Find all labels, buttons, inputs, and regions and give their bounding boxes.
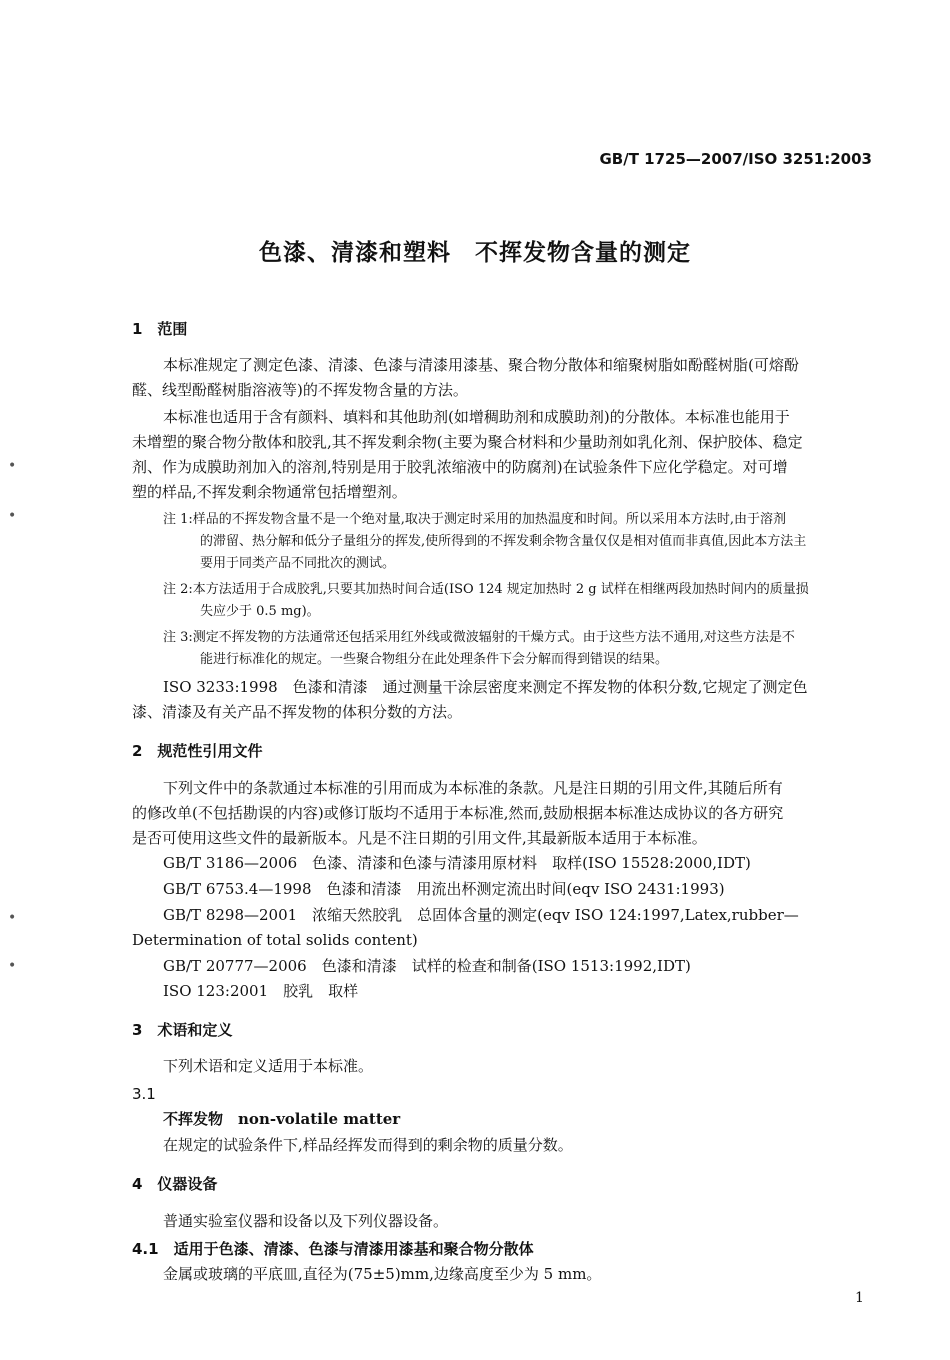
section-2-heading: 2 规范性引用文件: [132, 742, 263, 760]
section-4-heading: 4 仪器设备: [132, 1175, 218, 1193]
subsection-3-1-number: 3.1: [132, 1085, 156, 1103]
section-1-para-2-line-2: 未增塑的聚合物分散体和胶乳,其不挥发剩余物(主要为聚合材料和少量助剂如乳化剂、保护胶体、稳定: [132, 433, 803, 451]
note-1-line-3: 要用于同类产品不同批次的测试。: [200, 556, 396, 571]
section-3-para: 下列术语和定义适用于本标准。: [163, 1057, 374, 1075]
subsection-4-1-heading: 4.1 适用于色漆、清漆、色漆与清漆用漆基和聚合物分散体: [132, 1240, 534, 1258]
section-1-para-1-line-2: 醛、线型酚醛树脂溶液等)的不挥发物含量的方法。: [132, 381, 468, 399]
section-4-para: 普通实验室仪器和设备以及下列仪器设备。: [163, 1212, 449, 1230]
margin-mark: •: [8, 458, 17, 474]
section-1-para-3-line-2: 漆、清漆及有关产品不挥发物的体积分数的方法。: [132, 703, 463, 721]
section-1-heading: 1 范围: [132, 320, 188, 338]
reference-1: GB/T 3186—2006 色漆、清漆和色漆与清漆用原材料 取样(ISO 15528:2000,IDT): [163, 854, 751, 872]
section-1-para-2-line-4: 塑的样品,不挥发剩余物通常包括增塑剂。: [132, 483, 407, 501]
note-3-line-2: 能进行标准化的规定。一些聚合物组分在此处理条件下会分解而得到错误的结果。: [200, 652, 669, 667]
section-1-para-2-line-3: 剂、作为成膜助剂加入的溶剂,特别是用于胶乳浓缩液中的防腐剂)在试验条件下应化学稳定。对可增: [132, 458, 788, 476]
term-chinese: 不挥发物: [163, 1110, 224, 1128]
term-entry: [163, 1107, 400, 1132]
standard-id: GB/T 1725—2007/ISO 3251:2003: [599, 150, 872, 168]
reference-4: GB/T 20777—2006 色漆和清漆 试样的检查和制备(ISO 1513:1992,IDT): [163, 957, 691, 975]
reference-5: ISO 123:2001 胶乳 取样: [163, 982, 359, 1000]
note-1-line-1: 注 1:样品的不挥发物含量不是一个绝对量,取决于测定时采用的加热温度和时间。所以采用本方法时,由于溶剂: [163, 512, 787, 527]
section-2-para-line-1: 下列文件中的条款通过本标准的引用而成为本标准的条款。凡是注日期的引用文件,其随后所有: [163, 779, 783, 797]
section-3-heading: 3 术语和定义: [132, 1021, 233, 1039]
note-2-line-2: 失应少于 0.5 mg)。: [200, 604, 320, 619]
term-definition: 在规定的试验条件下,样品经挥发而得到的剩余物的质量分数。: [163, 1136, 573, 1154]
section-1-para-2-line-1: 本标准也适用于含有颜料、填料和其他助剂(如增稠助剂和成膜助剂)的分散体。本标准也能用于: [163, 408, 790, 426]
reference-2: GB/T 6753.4—1998 色漆和清漆 用流出杯测定流出时间(eqv ISO 2431:1993): [163, 880, 725, 898]
document-title: 色漆、清漆和塑料 不挥发物含量的测定: [259, 240, 691, 266]
term-english: non-volatile matter: [238, 1110, 401, 1128]
subsection-4-1-para: 金属或玻璃的平底皿,直径为(75±5)mm,边缘高度至少为 5 mm。: [163, 1265, 602, 1283]
reference-3-line-2: Determination of total solids content): [132, 931, 418, 949]
section-1-para-1-line-1: 本标准规定了测定色漆、清漆、色漆与清漆用漆基、聚合物分散体和缩聚树脂如酚醛树脂(可熔酚: [163, 356, 799, 374]
margin-mark: •: [8, 508, 17, 524]
note-1-line-2: 的滞留、热分解和低分子量组分的挥发,使所得到的不挥发剩余物含量仅仅是相对值而非真值,因此本方法主: [200, 534, 807, 549]
section-1-para-3-line-1: ISO 3233:1998 色漆和清漆 通过测量干涂层密度来测定不挥发物的体积分数,它规定了测定色: [163, 678, 808, 696]
margin-mark: •: [8, 910, 17, 926]
note-2-line-1: 注 2:本方法适用于合成胶乳,只要其加热时间合适(ISO 124 规定加热时 2 g 试样在相继两段加热时间内的质量损: [163, 582, 809, 597]
section-2-para-line-3: 是否可使用这些文件的最新版本。凡是不注日期的引用文件,其最新版本适用于本标准。: [132, 829, 707, 847]
margin-mark: •: [8, 958, 17, 974]
reference-3-line-1: GB/T 8298—2001 浓缩天然胶乳 总固体含量的测定(eqv ISO 124:1997,Latex,rubber—: [163, 906, 799, 924]
page-number: 1: [855, 1290, 864, 1306]
note-3-line-1: 注 3:测定不挥发物的方法通常还包括采用红外线或微波辐射的干燥方式。由于这些方法不通用,对这些方法是不: [163, 630, 795, 645]
section-2-para-line-2: 的修改单(不包括勘误的内容)或修订版均不适用于本标准,然而,鼓励根据本标准达成协议的各方研究: [132, 804, 784, 822]
